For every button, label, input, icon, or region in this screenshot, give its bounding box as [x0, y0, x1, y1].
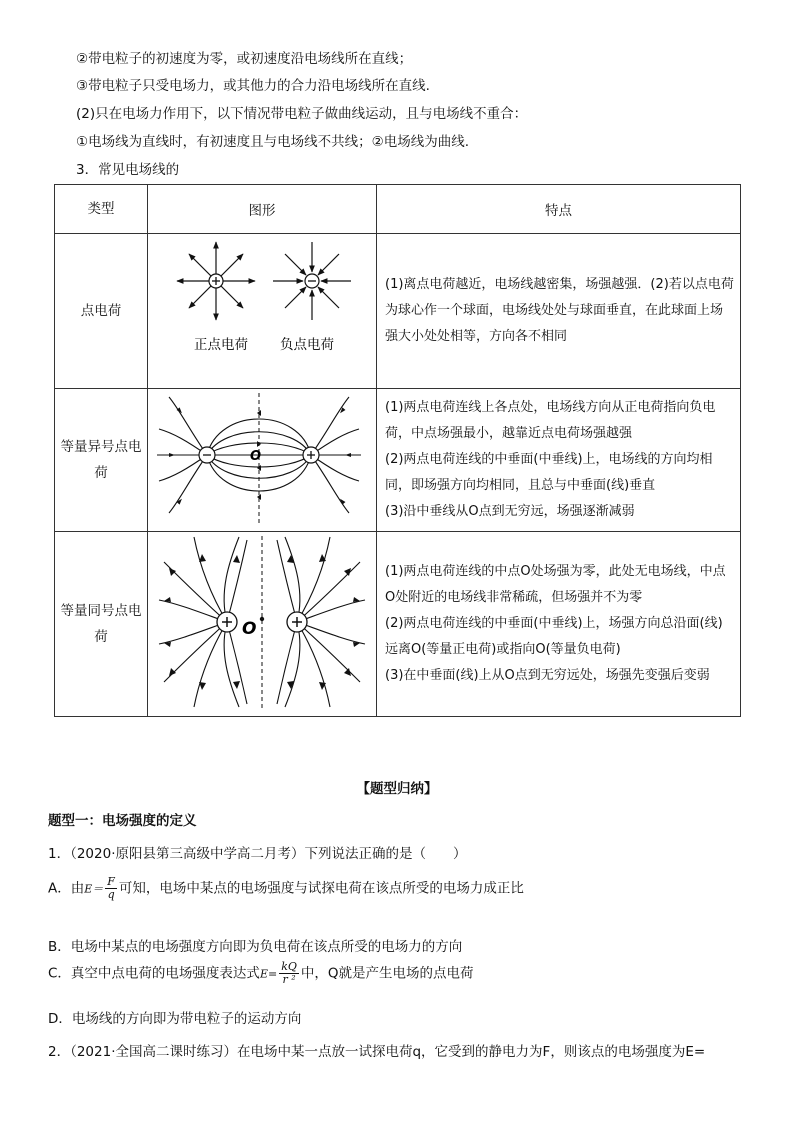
- q1-a-text: 可知，电场中某点的电场强度与试探电荷在该点所受的电场力成正比: [118, 880, 524, 897]
- q1-c-lhs: E=: [259, 967, 278, 981]
- q1-option-d: D．电场线的方向即为带电粒子的运动方向: [48, 1011, 302, 1027]
- intro-line-3: (2)只在电场力作用下，以下情况带电粒子做曲线运动，且与电场线不重合：: [76, 106, 528, 122]
- q1-a-prefix: A．由: [48, 880, 85, 897]
- q1-stem: 1．（2020·原阳县第三高级中学高二月考）下列说法正确的是（ ）: [48, 846, 467, 862]
- q1-option-c: [48, 961, 474, 986]
- row1-figure: [148, 234, 377, 389]
- label-o: O: [250, 449, 262, 464]
- q2-stem: 2．（2021·全国高二课时练习）在电场中某一点放一试探电荷q，它受到的静电力为F，则该点的电场强度为E=: [48, 1044, 706, 1060]
- label-negative: 负点电荷: [280, 337, 334, 353]
- row2-features: [377, 389, 741, 532]
- row3-type: 等量同号点电荷: [55, 532, 148, 717]
- header-figure: 图形: [148, 185, 377, 234]
- field-lines-table: [54, 184, 741, 717]
- section-subtitle: 题型一：电场强度的定义: [48, 813, 197, 829]
- point-charge-diagram: [149, 234, 375, 384]
- q1-c-fraction: [279, 961, 299, 986]
- q1-option-a: [48, 876, 524, 901]
- q1-a-den: q: [107, 888, 115, 901]
- row1-features: [377, 234, 741, 389]
- row2-figure: [148, 389, 377, 532]
- row3-figure: [148, 532, 377, 717]
- q1-c-prefix: C．真空中点电荷的电场强度表达式: [48, 965, 260, 982]
- q1-option-b: B．电场中某点的电场强度方向即为负电荷在该点所受的电场力的方向: [48, 939, 463, 955]
- q1-a-fraction: [105, 876, 117, 901]
- table-row-like-charges: [55, 532, 741, 717]
- opposite-charges-diagram: [149, 389, 375, 527]
- row3-feature-3: (3)在中垂面(线)上从O点到无穷远处，场强先变强后变弱: [385, 668, 710, 683]
- q1-c-den: r ²: [282, 973, 296, 986]
- q1-a-num: F: [107, 875, 115, 888]
- row3-feature-2: (2)两点电荷连线的中垂面(中垂线)上，场强方向总沿面(线)远离O(等量正电荷)或指向O(等量负电荷): [385, 616, 723, 657]
- q1-c-num: kQ: [281, 960, 297, 973]
- row1-type: 点电荷: [55, 234, 148, 389]
- label-positive: 正点电荷: [194, 337, 248, 353]
- table-header-row: [55, 185, 741, 234]
- row2-feature-1: (1)两点电荷连线上各点处，电场线方向从正电荷指向负电荷，中点场强最小，越靠近点电荷场强越强: [385, 400, 716, 441]
- intro-line-2: ③带电粒子只受电场力，或其他力的合力沿电场线所在直线.: [76, 78, 430, 94]
- row2-feature-3: (3)沿中垂线从O点到无穷远，场强逐渐减弱: [385, 504, 635, 519]
- intro-line-1: ②带电粒子的初速度为零，或初速度沿电场线所在直线；: [76, 51, 413, 67]
- row3-feature-1: (1)两点电荷连线的中点O处场强为零，此处无电场线，中点O处附近的电场线非常稀疏，但场强并不为零: [385, 564, 726, 605]
- table-row-opposite-charges: [55, 389, 741, 532]
- like-charges-diagram: [149, 532, 375, 712]
- header-type: 类型: [55, 185, 148, 234]
- section-title: 【题型归纳】: [356, 781, 438, 797]
- intro-line-5: 3．常见电场线的: [76, 162, 180, 178]
- label-o: O: [242, 619, 257, 639]
- row3-features: [377, 532, 741, 717]
- q1-a-lhs: E＝: [84, 882, 104, 896]
- table-row-point-charge: [55, 234, 741, 389]
- row2-feature-2: (2)两点电荷连线的中垂面(中垂线)上，电场线的方向均相同，即场强方向均相同，且总与中垂面(线)垂直: [385, 452, 713, 493]
- row1-feature-1: (1)离点电荷越近，电场线越密集，场强越强．(2)若以点电荷为球心作一个球面，电场线处处与球面垂直，在此球面上场强大小处处相等，方向各不相同: [385, 277, 734, 344]
- row2-type: 等量异号点电荷: [55, 389, 148, 532]
- header-features: 特点: [377, 185, 741, 234]
- q1-c-text: 中，Q就是产生电场的点电荷: [300, 965, 474, 982]
- intro-line-4: ①电场线为直线时，有初速度且与电场线不共线；②电场线为曲线.: [76, 134, 469, 150]
